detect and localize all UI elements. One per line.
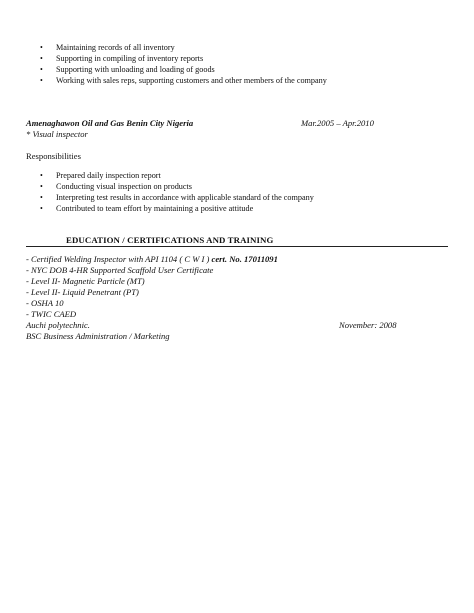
bullet-icon: • xyxy=(40,65,43,74)
bullet-icon: • xyxy=(40,76,43,85)
employer-name: Amenaghawon Oil and Gas Benin City Nigeria xyxy=(26,118,194,128)
bullet-icon: • xyxy=(40,182,43,191)
bullet-icon: • xyxy=(40,171,43,180)
list-item: • Supporting with unloading and loading of goods xyxy=(40,65,215,74)
list-item: • Interpreting test results in accordance with applicable standard of the company xyxy=(40,193,314,202)
bullet-icon: • xyxy=(40,193,43,202)
certification-number: cert. No. 17011091 xyxy=(211,254,278,264)
inventory-duties-list xyxy=(40,42,327,86)
section-divider xyxy=(26,246,448,247)
certification-item: - OSHA 10 xyxy=(26,298,64,308)
certification-welding: - Certified Welding Inspector with API 1104 ( C W I ) cert. No. 17011091 xyxy=(26,254,278,264)
certification-item: - Level II- Liquid Penetrant (PT) xyxy=(26,287,139,297)
list-item: • Supporting in compiling of inventory reports xyxy=(40,54,204,63)
certification-item: - TWIC CAED xyxy=(26,309,77,319)
list-item: • Prepared daily inspection report xyxy=(40,171,161,180)
bullet-icon: • xyxy=(40,54,43,63)
job-dates: Mar.2005 – Apr.2010 xyxy=(301,118,374,128)
bullet-icon: • xyxy=(40,204,43,213)
responsibilities-list xyxy=(40,170,314,214)
school-date: November: 2008 xyxy=(339,320,397,330)
list-item: • Conducting visual inspection on products xyxy=(40,182,192,191)
education-list xyxy=(26,254,278,342)
certification-item: - NYC DOB 4-HR Supported Scaffold User Certificate xyxy=(26,265,214,275)
school-name: Auchi polytechnic. xyxy=(26,320,90,330)
education-heading: EDUCATION / CERTIFICATIONS AND TRAINING xyxy=(66,235,274,245)
job-role: * Visual inspector xyxy=(26,129,88,139)
list-item: • Working with sales reps, supporting customers and other members of the company xyxy=(40,76,327,85)
bullet-icon: • xyxy=(40,43,43,52)
certification-item: - Level II- Magnetic Particle (MT) xyxy=(26,276,145,286)
job-header xyxy=(26,118,386,129)
degree: BSC Business Administration / Marketing xyxy=(26,331,170,341)
list-item: • Contributed to team effort by maintaining a positive attitude xyxy=(40,204,254,213)
responsibilities-heading: Responsibilities xyxy=(26,151,81,161)
list-item: • Maintaining records of all inventory xyxy=(40,43,175,52)
